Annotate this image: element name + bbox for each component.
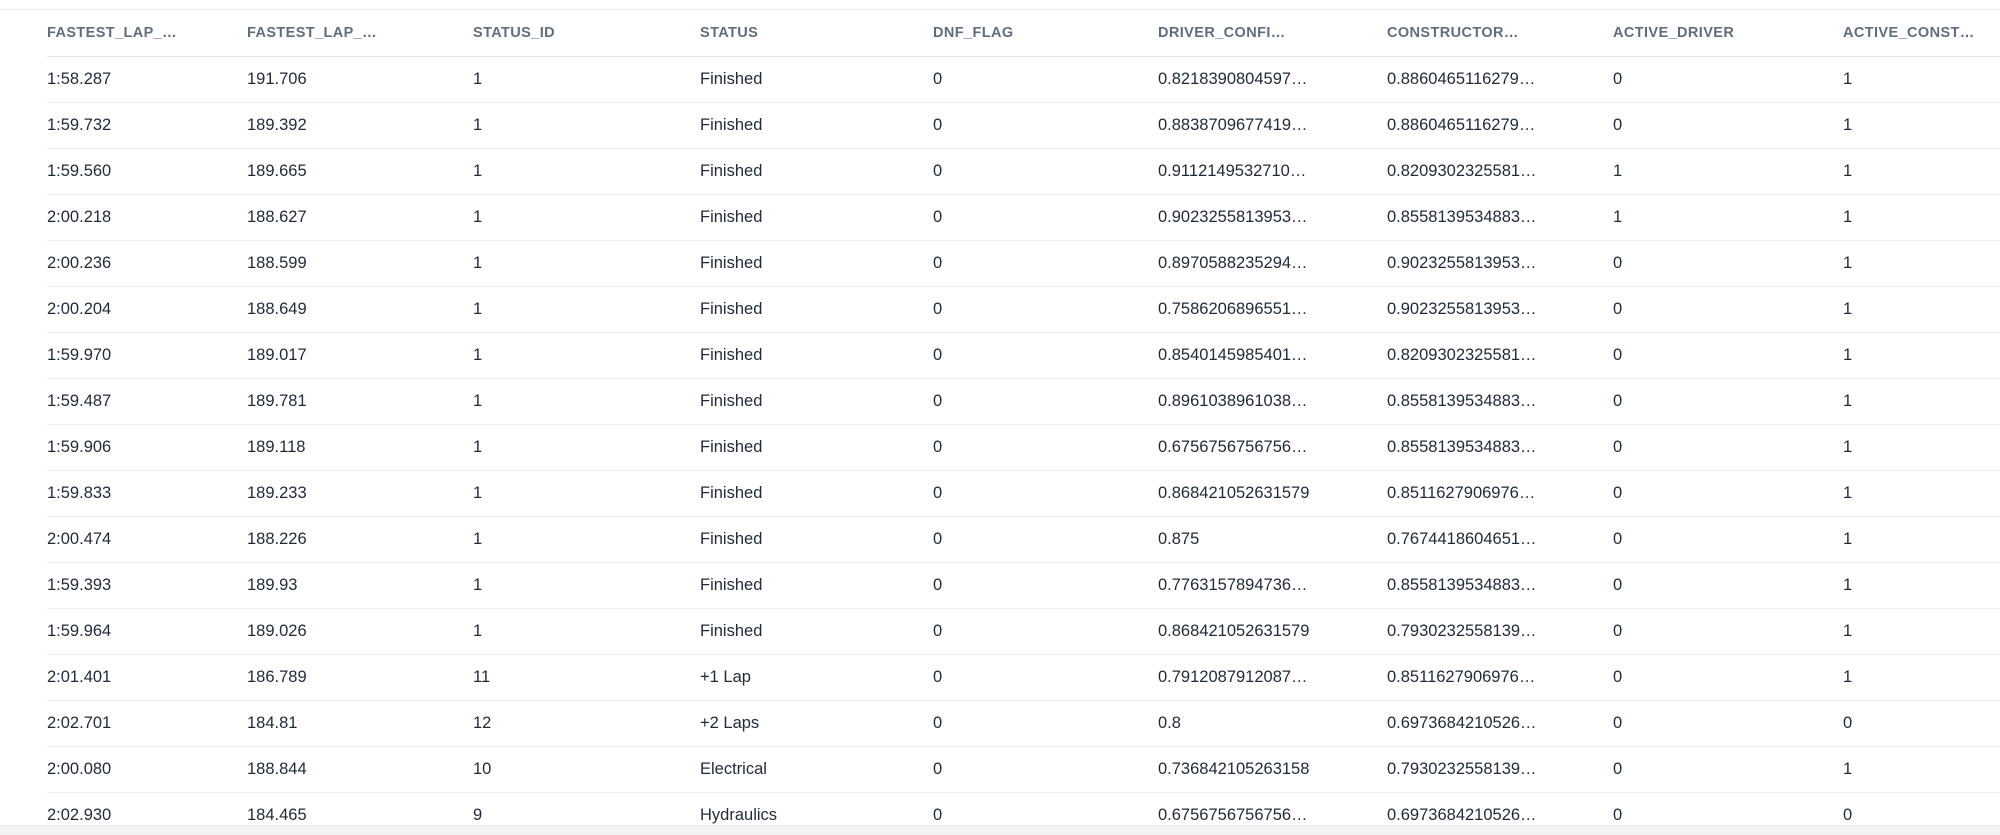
table-cell[interactable]: Finished [700,116,763,134]
table-cell[interactable]: 189.665 [247,162,307,180]
table-cell[interactable]: 0.7674418604651… [1387,530,1537,548]
table-cell[interactable]: 1:59.906 [47,438,112,456]
table-cell[interactable]: 0 [933,714,943,732]
table-cell[interactable]: 0.736842105263158 [1158,760,1310,778]
table-cell[interactable]: 1:59.964 [47,622,112,640]
table-cell[interactable]: 0.8 [1158,714,1181,732]
table-cell[interactable]: 189.392 [247,116,307,134]
table-cell[interactable]: 0 [1613,392,1623,410]
table-cell[interactable]: 2:00.218 [47,208,112,226]
table-cell[interactable]: 9 [473,806,483,824]
table-cell[interactable]: 1:58.287 [47,70,112,88]
column-header[interactable]: DRIVER_CONFI… [1158,25,1286,41]
table-cell[interactable]: 0 [933,208,943,226]
table-cell[interactable]: 0.8860465116279… [1387,116,1536,134]
table-cell[interactable]: Finished [700,484,763,502]
table-row [47,379,2000,425]
table-cell[interactable]: 0 [933,300,943,318]
table-cell[interactable]: 0.7930232558139… [1387,622,1537,640]
table-cell[interactable]: 0 [1843,714,1853,732]
table-cell[interactable]: Finished [700,208,763,226]
table-cell[interactable]: 0.8209302325581… [1387,346,1537,364]
table-cell[interactable]: 191.706 [247,70,307,88]
table-cell[interactable]: 0 [933,346,943,364]
table-cell[interactable]: 0 [933,392,943,410]
table-cell[interactable]: 1 [1843,208,1853,226]
table-row [47,287,2000,333]
table-cell[interactable]: 0 [1613,760,1623,778]
table-cell[interactable]: 0.8558139534883… [1387,208,1537,226]
table-cell[interactable]: 0 [933,438,943,456]
column-header[interactable]: CONSTRUCTOR… [1387,25,1519,41]
table-cell[interactable]: 0 [1613,622,1623,640]
table-cell[interactable]: 0.6756756756756… [1158,438,1308,456]
table-cell[interactable]: 1 [1843,668,1853,686]
table-cell[interactable]: Finished [700,622,763,640]
table-cell[interactable]: 1 [1843,346,1853,364]
table-cell[interactable]: 189.233 [247,484,307,502]
table-cell[interactable]: 1 [473,70,483,88]
table-cell[interactable]: 11 [473,668,491,686]
table-cell[interactable]: 0 [933,70,943,88]
table-cell[interactable]: +1 Lap [700,668,751,686]
table-cell[interactable]: 1 [1843,760,1853,778]
table-cell[interactable]: 0.7763157894736… [1158,576,1308,594]
table-cell[interactable]: 1 [1843,116,1853,134]
table-cell[interactable]: 188.226 [247,530,307,548]
table-cell[interactable]: Finished [700,254,763,272]
table-row [47,195,2000,241]
table-cell[interactable]: 1 [473,438,483,456]
table-cell[interactable]: 0 [933,116,943,134]
table-cell[interactable]: 0 [933,254,943,272]
table-cell[interactable]: 188.599 [247,254,307,272]
table-row [47,517,2000,563]
table-cell[interactable]: 1 [1843,254,1853,272]
table-cell[interactable]: 0.868421052631579 [1158,622,1310,640]
table-cell[interactable]: 0 [1613,254,1623,272]
table-cell[interactable]: 0.6973684210526… [1387,714,1537,732]
table-cell[interactable]: 0 [1613,576,1623,594]
table-row [47,655,2000,701]
table-cell[interactable]: 0.8218390804597… [1158,70,1308,88]
table-cell[interactable]: 1 [473,254,483,272]
table-cell[interactable]: 0 [1613,806,1623,824]
table-cell[interactable]: 0.9023255813953… [1387,254,1537,272]
horizontal-scrollbar[interactable] [0,825,2000,835]
table-cell[interactable]: 1 [1613,162,1623,180]
table-cell[interactable]: 0 [933,622,943,640]
table-cell[interactable]: 1 [473,392,483,410]
table-cell[interactable]: 0.8961038961038… [1158,392,1308,410]
table-cell[interactable]: 1 [473,346,483,364]
table-cell[interactable]: 0 [1613,438,1623,456]
column-header[interactable]: FASTEST_LAP_… [247,25,378,41]
table-cell[interactable]: Finished [700,70,763,88]
table-cell[interactable]: 1 [1843,530,1853,548]
grid-top-border [0,0,2000,10]
column-header[interactable]: ACTIVE_DRIVER [1613,25,1735,41]
table-row [47,57,2000,103]
column-header[interactable]: ACTIVE_CONST… [1843,25,1975,41]
table-cell[interactable]: 0.6756756756756… [1158,806,1308,824]
table-cell[interactable]: 1 [473,576,483,594]
table-cell[interactable]: 0.9023255813953… [1158,208,1308,226]
table-cell[interactable]: 2:00.080 [47,760,112,778]
table-cell[interactable]: 1:59.560 [47,162,112,180]
column-header[interactable]: STATUS [700,25,759,41]
table-cell[interactable]: 0 [933,576,943,594]
table-cell[interactable]: 1 [1843,70,1853,88]
table-row [47,241,2000,287]
table-cell[interactable]: 2:00.204 [47,300,112,318]
table-cell[interactable]: 0.8209302325581… [1387,162,1537,180]
table-cell[interactable]: Hydraulics [700,806,778,824]
table-cell[interactable]: 1:59.833 [47,484,112,502]
table-cell[interactable]: 0 [1613,70,1623,88]
table-cell[interactable]: +2 Laps [700,714,760,732]
table-cell[interactable]: 0 [933,530,943,548]
table-cell[interactable]: 188.649 [247,300,307,318]
table-cell[interactable]: 0.8860465116279… [1387,70,1536,88]
table-body [47,57,2000,835]
table-cell[interactable]: 0.8558139534883… [1387,438,1537,456]
table-cell[interactable]: 1 [1843,622,1853,640]
column-header[interactable]: FASTEST_LAP_… [47,25,178,41]
table-row [47,333,2000,379]
table-cell[interactable]: Finished [700,300,763,318]
table-cell[interactable]: 1 [1843,438,1853,456]
table-cell[interactable]: 0.7912087912087… [1158,668,1308,686]
table-cell[interactable]: 0.8970588235294… [1158,254,1308,272]
table-cell[interactable]: 0.8511627906976… [1387,668,1536,686]
table-cell[interactable]: 0 [1613,346,1623,364]
table-cell[interactable]: 0.7586206896551… [1158,300,1308,318]
table-cell[interactable]: 0.8511627906976… [1387,484,1536,502]
table-cell[interactable]: 0 [933,668,943,686]
table-cell[interactable]: 0 [1613,116,1623,134]
table-row [47,425,2000,471]
table-cell[interactable]: 1 [1843,300,1853,318]
table-cell[interactable]: 0.6973684210526… [1387,806,1537,824]
table-row [47,609,2000,655]
table-cell[interactable]: 0 [1613,668,1623,686]
table-cell[interactable]: 1 [1843,162,1853,180]
table-cell[interactable]: 189.118 [247,438,306,456]
table-cell[interactable]: 0.9112149532710… [1158,162,1307,180]
table-cell[interactable]: 1 [473,162,483,180]
table-cell[interactable]: 1 [1843,484,1853,502]
table-cell[interactable]: 0.7930232558139… [1387,760,1537,778]
table-cell[interactable]: 189.026 [247,622,307,640]
table-cell[interactable]: Finished [700,162,763,180]
table-cell[interactable]: Finished [700,576,763,594]
table-cell[interactable]: 0.8540145985401… [1158,346,1308,364]
table-cell[interactable]: 0 [1613,300,1623,318]
table-cell[interactable]: 0.9023255813953… [1387,300,1537,318]
table-cell[interactable]: 0.868421052631579 [1158,484,1310,502]
table-cell[interactable]: 1 [1613,208,1623,226]
table-row [47,747,2000,793]
table-cell[interactable]: 0.875 [1158,530,1200,548]
column-header[interactable]: STATUS_ID [473,25,556,41]
table-cell[interactable]: 0 [1613,530,1623,548]
table-cell[interactable]: 186.789 [247,668,307,686]
table-cell[interactable]: 12 [473,714,492,732]
table-cell[interactable]: 2:02.701 [47,714,112,732]
table-cell[interactable]: 0.8838709677419… [1158,116,1308,134]
table-cell[interactable]: 0 [1613,484,1623,502]
table-cell[interactable]: 0.8558139534883… [1387,576,1537,594]
table-cell[interactable]: 2:02.930 [47,806,112,824]
table-cell[interactable]: 0 [933,484,943,502]
table-cell[interactable]: 184.81 [247,714,298,732]
table-row [47,103,2000,149]
table-cell[interactable]: 0 [1843,806,1853,824]
table-cell[interactable]: Finished [700,438,763,456]
table-cell[interactable]: 1 [473,530,483,548]
table-cell[interactable]: 188.844 [247,760,307,778]
table-cell[interactable]: Finished [700,392,763,410]
table [0,10,2000,835]
table-cell[interactable]: 1 [473,300,483,318]
table-cell[interactable]: 188.627 [247,208,307,226]
table-cell[interactable]: 184.465 [247,806,307,824]
table-cell[interactable]: 2:01.401 [47,668,112,686]
table-cell[interactable]: 0 [933,760,943,778]
table-cell[interactable]: Finished [700,346,763,364]
table-cell[interactable]: 10 [473,760,492,778]
table-cell[interactable]: 0 [1613,714,1623,732]
table-cell[interactable]: 189.017 [247,346,307,364]
table-cell[interactable]: 1 [1843,576,1853,594]
table-cell[interactable]: 1 [473,116,483,134]
table-row [47,563,2000,609]
table-cell[interactable]: Electrical [700,760,767,778]
table-row [47,701,2000,747]
table-header-row [47,10,2000,57]
table-cell[interactable]: 189.781 [247,392,307,410]
table-cell[interactable]: 1 [1843,392,1853,410]
table-cell[interactable]: 1:59.970 [47,346,112,364]
table-cell[interactable]: 1 [473,484,483,502]
table-cell[interactable]: 1:59.393 [47,576,112,594]
table-cell[interactable]: 0 [933,806,943,824]
table-row [47,149,2000,195]
table-cell[interactable]: 2:00.236 [47,254,112,272]
table-cell[interactable]: 0 [933,162,943,180]
table-cell[interactable]: 2:00.474 [47,530,112,548]
table-cell[interactable]: 0.8558139534883… [1387,392,1537,410]
table-cell[interactable]: 1:59.732 [47,116,112,134]
table-cell[interactable]: 1 [473,208,483,226]
column-header[interactable]: DNF_FLAG [933,25,1014,41]
table-cell[interactable]: Finished [700,530,763,548]
table-row [47,471,2000,517]
table-cell[interactable]: 1:59.487 [47,392,112,410]
table-cell[interactable]: 1 [473,622,483,640]
table-cell[interactable]: 189.93 [247,576,298,594]
